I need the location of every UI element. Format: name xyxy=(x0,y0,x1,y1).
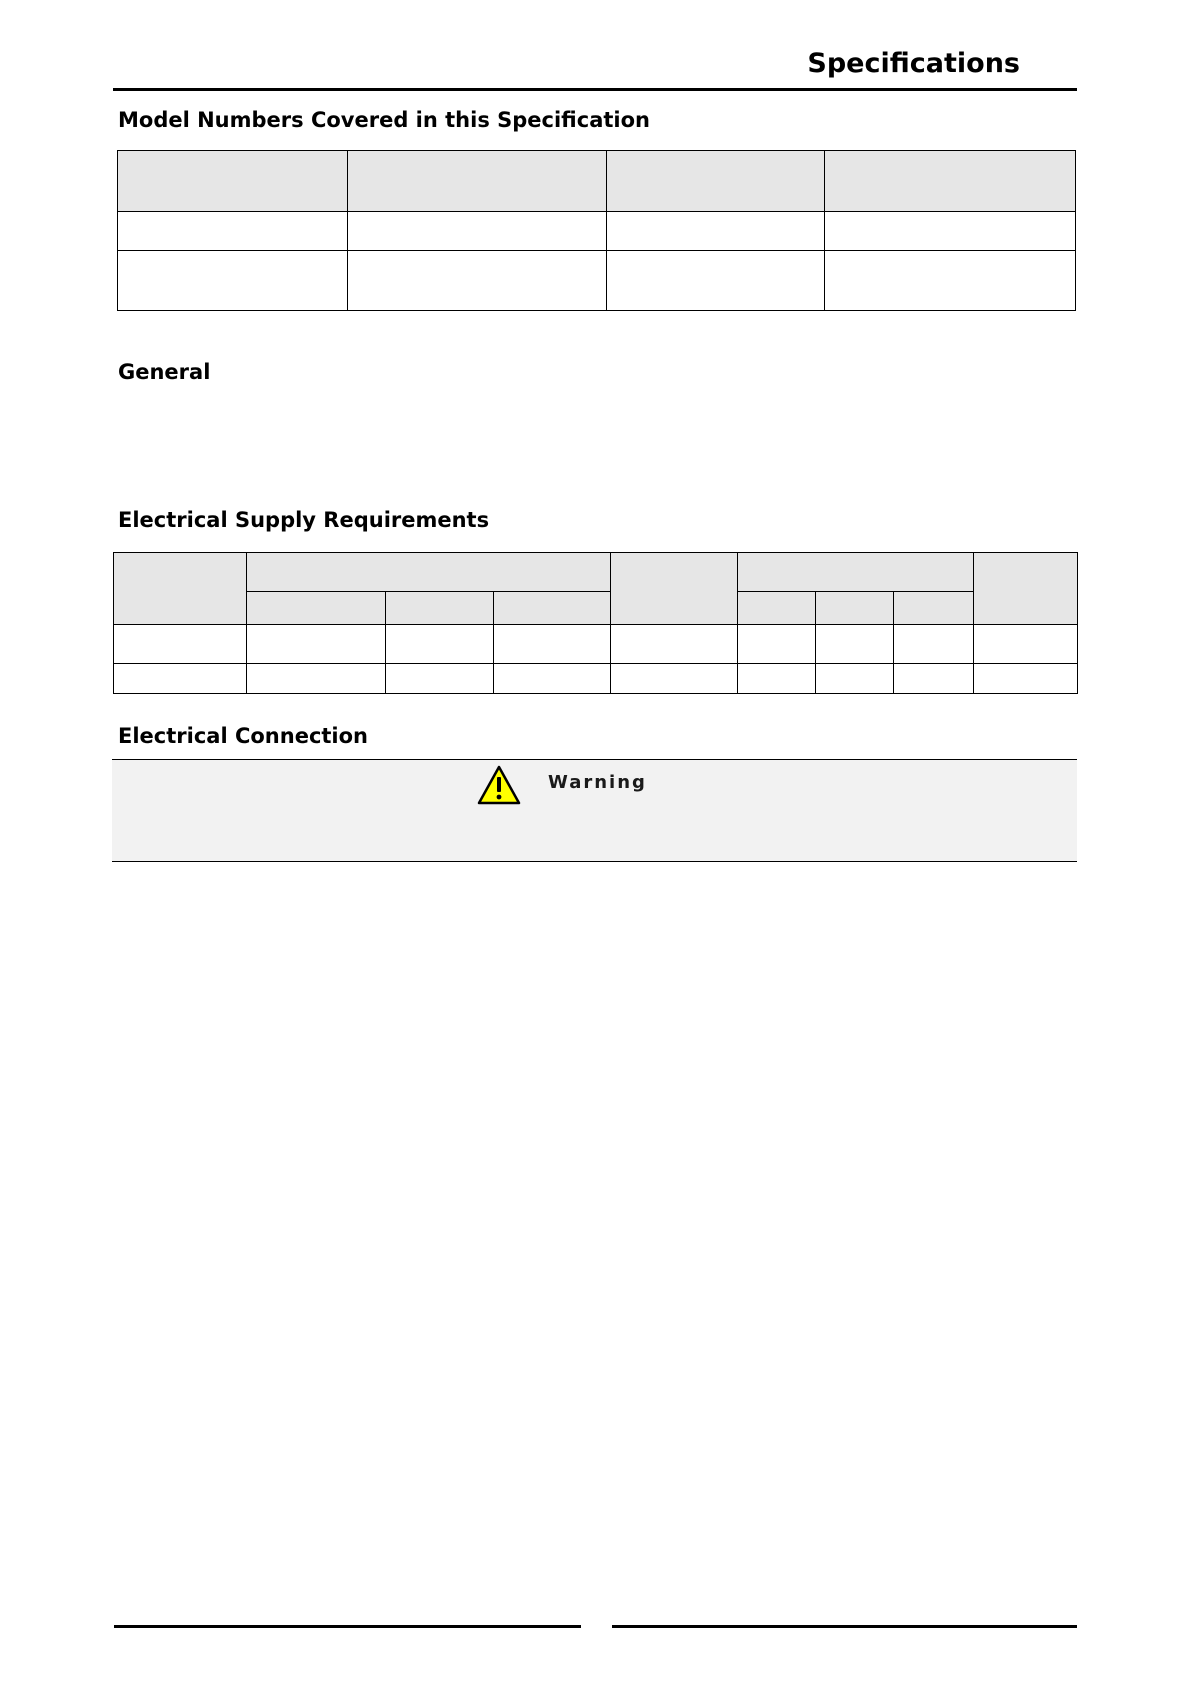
table-cell xyxy=(247,625,386,664)
warning-triangle-icon xyxy=(477,764,521,806)
table-row xyxy=(114,625,1078,664)
table-cell xyxy=(348,212,607,251)
model-numbers-table xyxy=(117,150,1076,311)
table-header-cell xyxy=(894,592,974,625)
table-header-cell xyxy=(816,592,894,625)
table-cell xyxy=(611,664,738,694)
table-header-cell xyxy=(247,553,611,592)
table-cell xyxy=(816,625,894,664)
section-heading-models: Model Numbers Covered in this Specification xyxy=(118,108,650,132)
table-header-cell xyxy=(974,553,1078,625)
table-cell xyxy=(386,664,494,694)
table-cell xyxy=(611,625,738,664)
table-cell xyxy=(348,251,607,311)
table-header-cell xyxy=(607,151,825,212)
table-header-row xyxy=(114,553,1078,592)
table-cell xyxy=(825,251,1076,311)
table-cell xyxy=(738,664,816,694)
table-cell xyxy=(894,664,974,694)
table-cell xyxy=(114,625,247,664)
table-row xyxy=(118,251,1076,311)
table-header-cell xyxy=(825,151,1076,212)
table-header-cell xyxy=(118,151,348,212)
table-row xyxy=(118,212,1076,251)
electrical-supply-table xyxy=(113,552,1078,694)
table-cell xyxy=(118,212,348,251)
table-cell xyxy=(974,625,1078,664)
header-rule xyxy=(113,88,1077,91)
table-row xyxy=(114,664,1078,694)
table-header-cell xyxy=(738,592,816,625)
footer-rule-left xyxy=(114,1625,581,1628)
table-cell xyxy=(607,212,825,251)
table-cell xyxy=(974,664,1078,694)
section-heading-general: General xyxy=(118,360,211,384)
table-cell xyxy=(738,625,816,664)
warning-label: Warning xyxy=(548,772,647,793)
table-cell xyxy=(247,664,386,694)
table-cell xyxy=(386,625,494,664)
table-header-row xyxy=(118,151,1076,212)
table-cell xyxy=(494,664,611,694)
table-header-cell xyxy=(386,592,494,625)
table-header-row xyxy=(114,592,1078,625)
table-cell xyxy=(494,625,611,664)
section-heading-electrical-connection: Electrical Connection xyxy=(118,724,369,748)
section-heading-electrical-supply: Electrical Supply Requirements xyxy=(118,508,490,532)
warning-box xyxy=(112,759,1077,862)
table-header-cell xyxy=(114,553,247,625)
table-header-cell xyxy=(348,151,607,212)
table-cell xyxy=(816,664,894,694)
table-header-cell xyxy=(738,553,974,592)
page-title: Specifications xyxy=(807,48,1020,79)
table-cell xyxy=(118,251,348,311)
table-header-cell xyxy=(494,592,611,625)
table-cell xyxy=(825,212,1076,251)
table-cell xyxy=(114,664,247,694)
table-cell xyxy=(607,251,825,311)
table-header-cell xyxy=(611,553,738,625)
footer-rule-right xyxy=(612,1625,1077,1628)
table-cell xyxy=(894,625,974,664)
table-header-cell xyxy=(247,592,386,625)
